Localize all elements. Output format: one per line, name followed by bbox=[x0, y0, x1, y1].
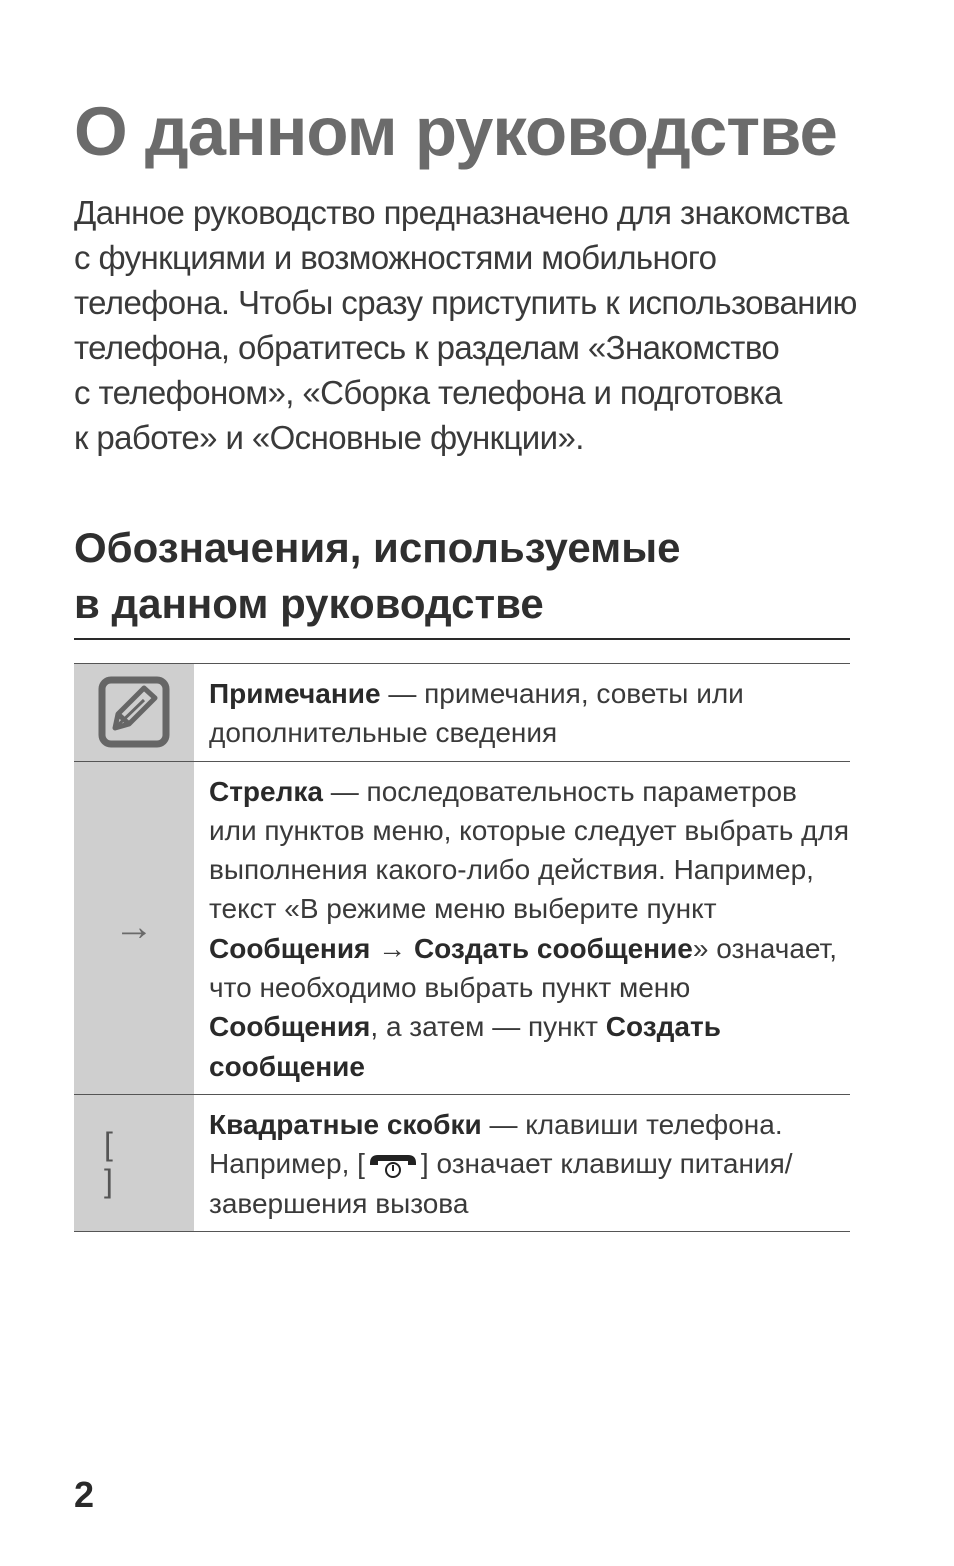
intro-line: телефона. Чтобы сразу приступить к использованию bbox=[74, 284, 857, 321]
intro-line: Данное руководство предназначено для знакомства bbox=[74, 194, 849, 231]
page-number: 2 bbox=[74, 1474, 95, 1515]
legend-description bbox=[194, 664, 850, 761]
menu-arrow: → bbox=[370, 932, 414, 964]
legend-description-text: » означает, что необходимо выбрать пункт меню bbox=[209, 932, 838, 1004]
legend-row-brackets bbox=[74, 1095, 850, 1232]
legend-description-text: ] означает клавишу питания/ завершения вызова bbox=[209, 1148, 793, 1219]
arrow-right-icon: → bbox=[114, 905, 154, 950]
legend-description bbox=[194, 1095, 850, 1231]
intro-line: с функциями и возможностями мобильного bbox=[74, 239, 717, 276]
intro-line: телефона, обратитесь к разделам «Знакомство bbox=[74, 329, 780, 366]
intro-line: с телефоном», «Сборка телефона и подготовка bbox=[74, 374, 782, 411]
page-title: О данном руководстве bbox=[74, 93, 837, 170]
end-power-key-icon bbox=[366, 1151, 420, 1179]
intro-paragraph bbox=[74, 190, 864, 460]
legend-description-text: Например, [ bbox=[209, 1148, 365, 1180]
legend-description bbox=[194, 762, 850, 1094]
menu-item-name: Создать сообщение bbox=[209, 1011, 721, 1082]
legend-symbol-cell bbox=[74, 1095, 194, 1231]
legend-symbol-cell bbox=[74, 762, 194, 1094]
legend-term: Стрелка bbox=[209, 775, 323, 807]
section-heading-line: Обозначения, используемые bbox=[74, 524, 681, 571]
note-pencil-icon bbox=[98, 676, 170, 748]
section-heading-line: в данном руководстве bbox=[74, 580, 544, 627]
legend-term: Примечание bbox=[209, 678, 381, 709]
menu-item-name: Сообщения bbox=[209, 932, 371, 964]
intro-line: к работе» и «Основные функции». bbox=[74, 419, 584, 456]
legend-term: Квадратные скобки bbox=[209, 1108, 482, 1140]
legend-row-note bbox=[74, 664, 850, 762]
legend-symbol-cell bbox=[74, 664, 194, 761]
section-heading bbox=[74, 520, 850, 640]
square-brackets-icon: [ ] bbox=[104, 1125, 143, 1199]
legend-description-text: — примечания, советы или дополнительные сведения bbox=[209, 678, 744, 749]
legend-description-text: — клавиши телефона. bbox=[481, 1108, 783, 1140]
legend-table bbox=[74, 663, 850, 1232]
legend-description-text: — последовательность параметров или пунктов меню, которые следует выбрать для выполнения какого-либо действия. Например, текст «В режиме меню выберите пункт bbox=[209, 775, 849, 925]
menu-item-name: Сообщения bbox=[209, 1011, 371, 1043]
legend-description-text: , а затем — пункт bbox=[370, 1011, 606, 1043]
menu-item-name: Создать сообщение bbox=[413, 932, 693, 964]
legend-row-arrow bbox=[74, 762, 850, 1095]
